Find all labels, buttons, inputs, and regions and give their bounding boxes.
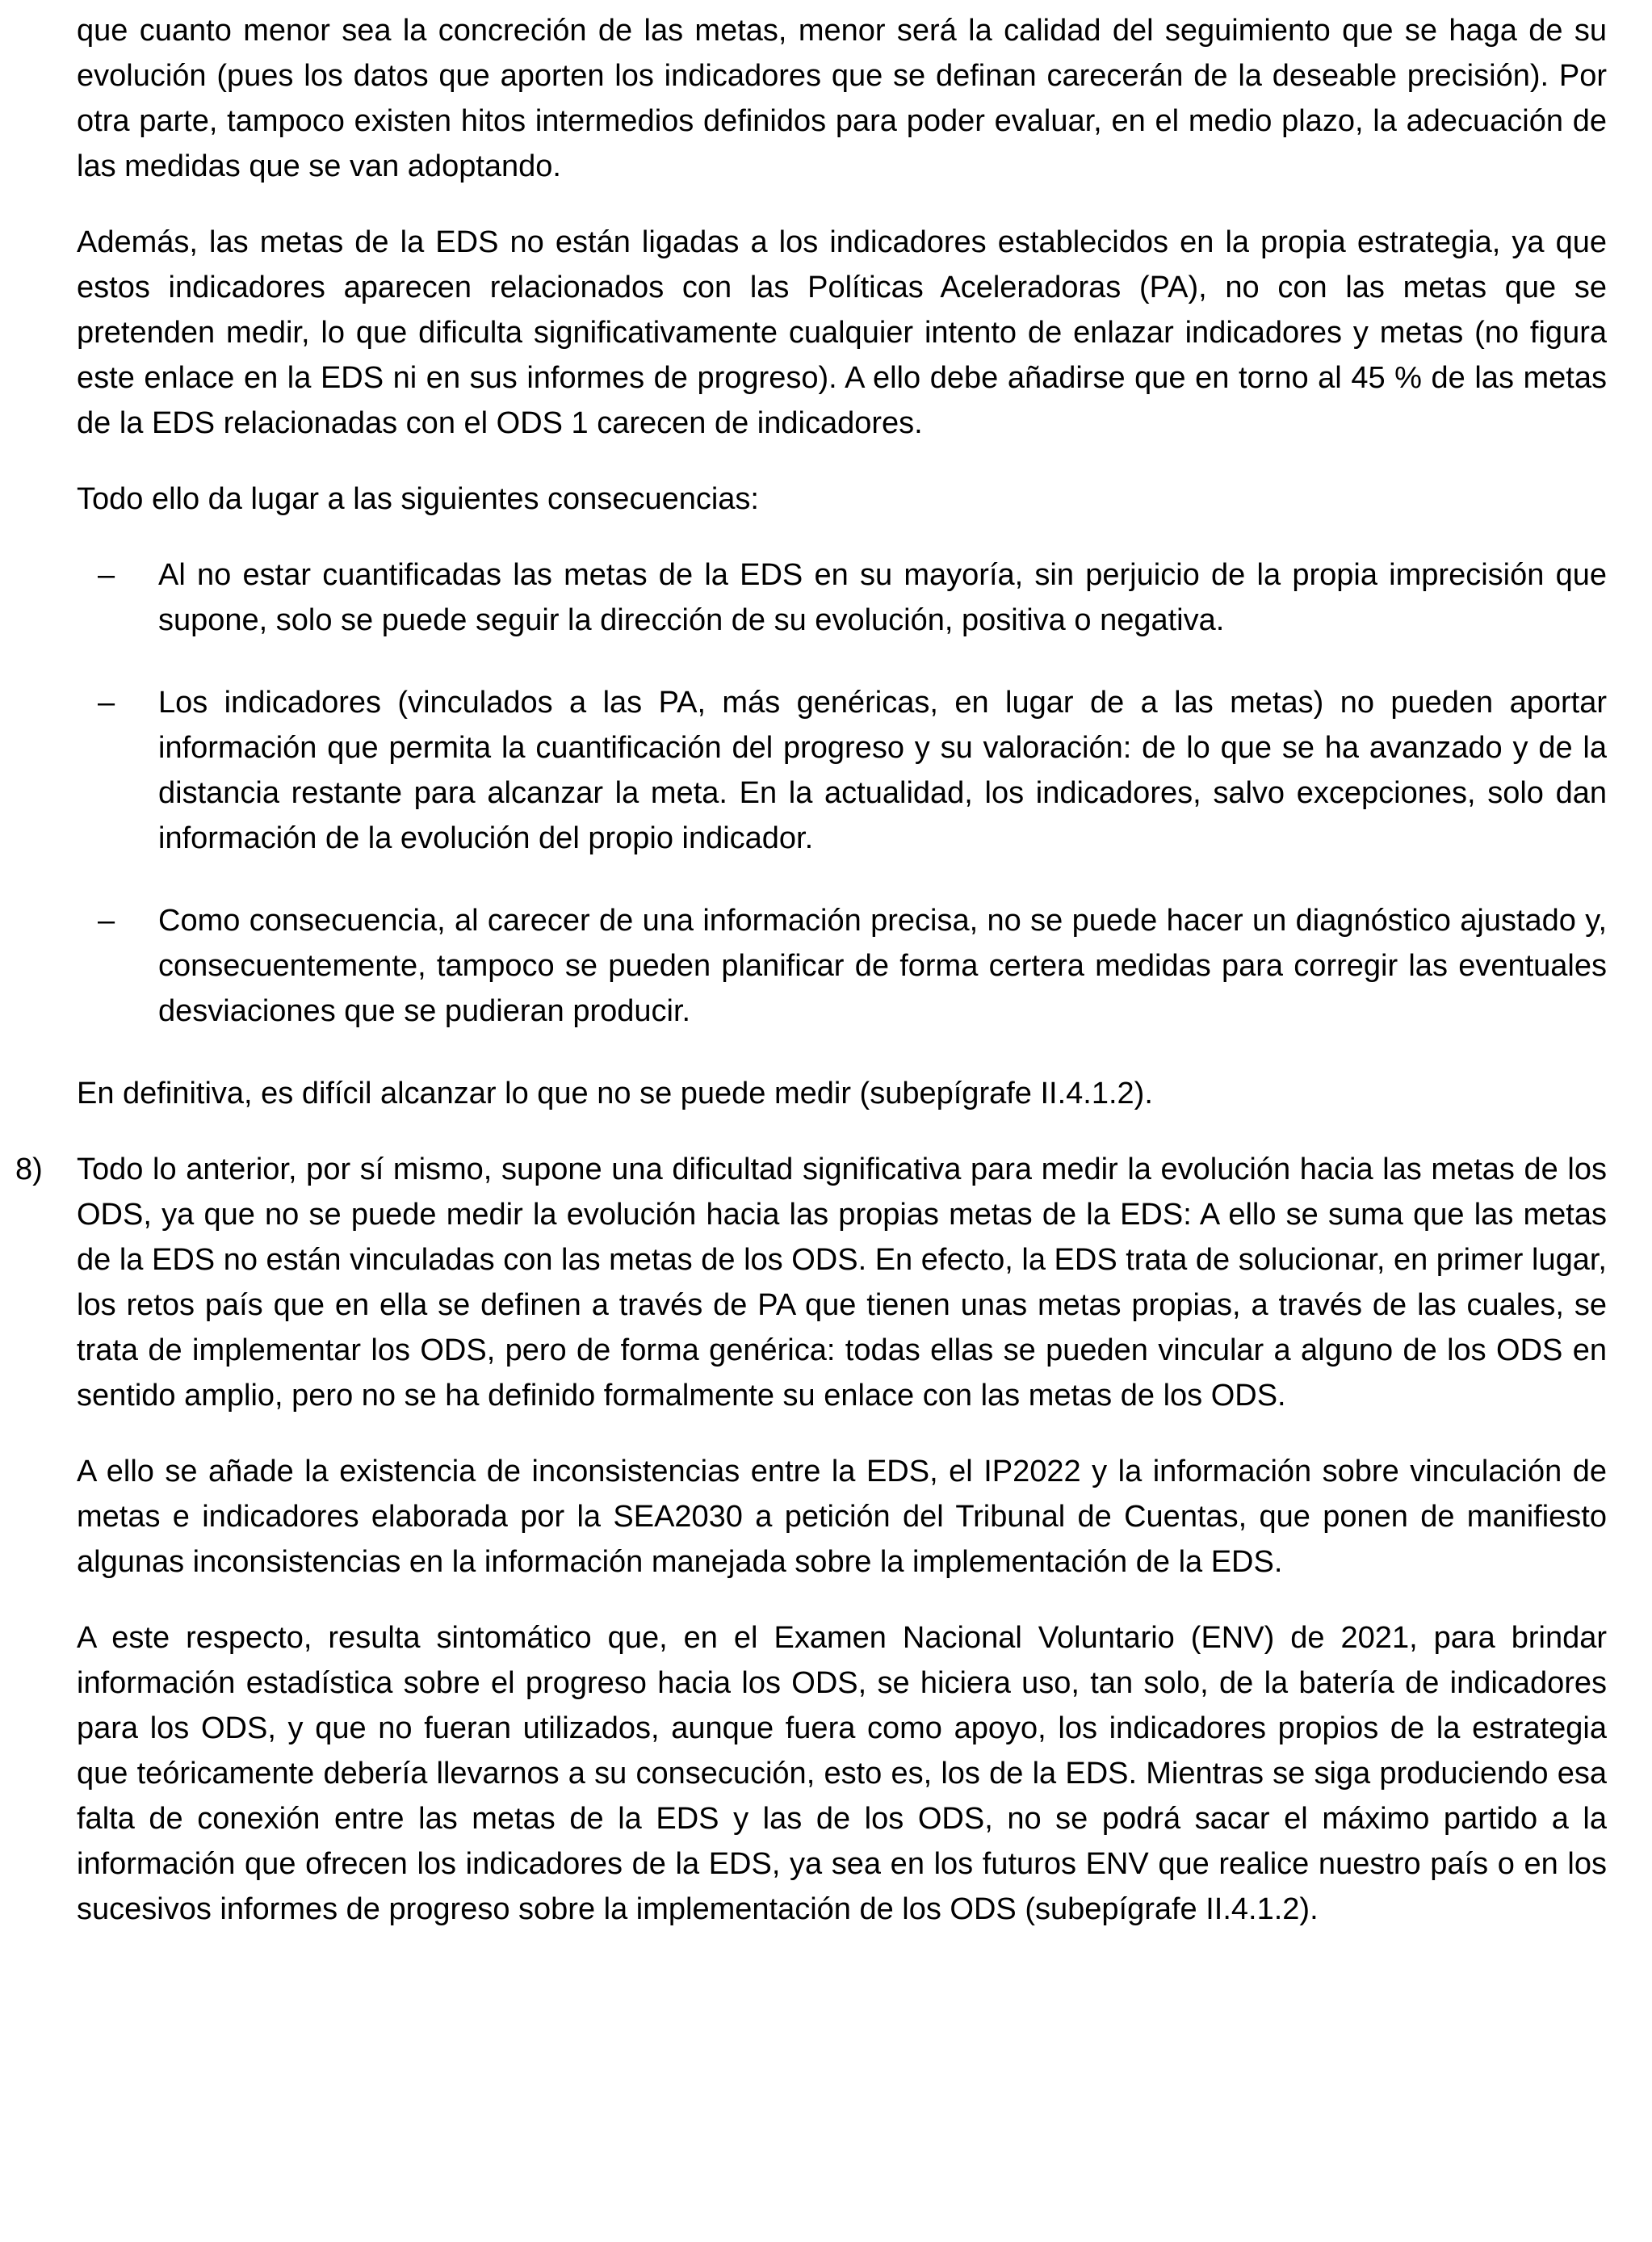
paragraph-lead-in: Todo ello da lugar a las siguientes consecuencias:: [77, 482, 759, 516]
bullet-dash-icon: –: [98, 686, 115, 720]
list-number: 8): [15, 1152, 43, 1186]
bullet-text: Al no estar cuantificadas las metas de la EDS en su mayoría, sin perjuicio de la propia imprecisión que supone, solo se puede seguir la dirección de su evolución, positiva o negativa.: [158, 558, 1607, 637]
paragraph-continuation: que cuanto menor sea la concreción de las metas, menor será la calidad del seguimiento que se haga de su evolución (pues los datos que aporten los indicadores que se definan carecerán de la deseable precisión). Por otra parte, tampoco existen hitos intermedios definidos para poder evaluar, en el medio plazo, la adecuación de las medidas que se van adoptando.: [77, 14, 1607, 183]
bullet-item: [77, 898, 1607, 1034]
bullet-dash-icon: –: [98, 904, 115, 938]
bullet-dash-icon: –: [98, 558, 115, 592]
paragraph-conclusion: En definitiva, es difícil alcanzar lo que no se puede medir (subepígrafe II.4.1.2).: [77, 1077, 1153, 1111]
numbered-item: [15, 1147, 1607, 1418]
paragraph: Además, las metas de la EDS no están ligadas a los indicadores establecidos en la propia estrategia, ya que estos indicadores aparecen relacionados con las Políticas Aceleradoras (PA), no con las metas que se pretenden medir, lo que dificulta significativamente cualquier intento de enlazar indicadores y metas (no figura este enlace en la EDS ni en sus informes de progreso). A ello debe añadirse que en torno al 45 % de las metas de la EDS relacionadas con el ODS 1 carecen de indicadores.: [77, 225, 1607, 440]
bullet-text: Los indicadores (vinculados a las PA, más genéricas, en lugar de a las metas) no pueden aportar información que permita la cuantificación del progreso y su valoración: de lo que se ha avanzado y de la distancia restante para alcanzar la meta. En la actualidad, los indicadores, salvo excepciones, solo dan información de la evolución del propio indicador.: [158, 686, 1607, 855]
bullet-text: Como consecuencia, al carecer de una información precisa, no se puede hacer un diagnóstico ajustado y, consecuentemente, tampoco se pueden planificar de forma certera medidas para corregir las eventuales desviaciones que se pudieran producir.: [158, 904, 1607, 1028]
paragraph: A este respecto, resulta sintomático que, en el Examen Nacional Voluntario (ENV) de 2021, para brindar información estadística sobre el progreso hacia los ODS, se hiciera uso, tan solo, de la batería de indicadores para los ODS, y que no fueran utilizados, aunque fuera como apoyo, los indicadores propios de la estrategia que teóricamente debería llevarnos a su consecución, esto es, los de la EDS. Mientras se siga produciendo esa falta de conexión entre las metas de la EDS y las de los ODS, no se podrá sacar el máximo partido a la información que ofrecen los indicadores de la EDS, ya sea en los futuros ENV que realice nuestro país o en los sucesivos informes de progreso sobre la implementación de los ODS (subepígrafe II.4.1.2).: [77, 1621, 1607, 1926]
paragraph: A ello se añade la existencia de inconsistencias entre la EDS, el IP2022 y la información sobre vinculación de metas e indicadores elaborada por la SEA2030 a petición del Tribunal de Cuentas, que ponen de manifiesto algunas inconsistencias en la información manejada sobre la implementación de la EDS.: [77, 1455, 1607, 1579]
numbered-text: Todo lo anterior, por sí mismo, supone una dificultad significativa para medir la evolución hacia las metas de los ODS, ya que no se puede medir la evolución hacia las propias metas de la EDS: A ello se suma que las metas de la EDS no están vinculadas con las metas de los ODS. En efecto, la EDS trata de solucionar, en primer lugar, los retos país que en ella se definen a través de PA que tienen unas metas propias, a través de las cuales, se trata de implementar los ODS, pero de forma genérica: todas ellas se pueden vincular a alguno de los ODS en sentido amplio, pero no se ha definido formalmente su enlace con las metas de los ODS.: [77, 1152, 1607, 1413]
bullet-item: [77, 552, 1607, 643]
bullet-item: [77, 680, 1607, 861]
